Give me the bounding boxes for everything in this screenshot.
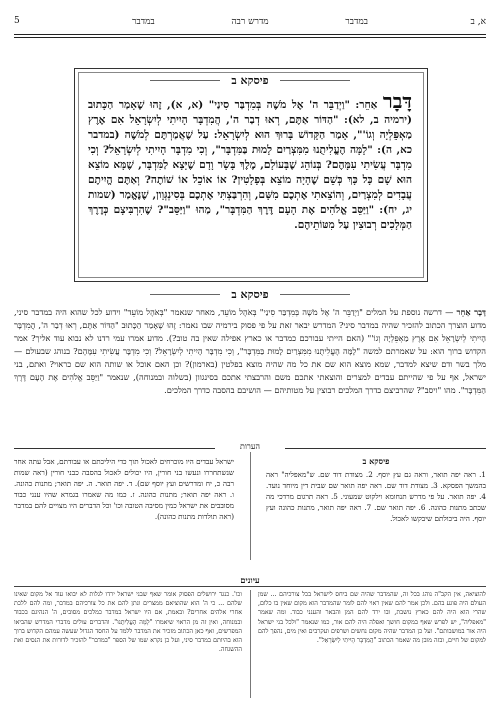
midrash-body: אַחֵר: "וַיְדַבֵּר ה' אֶל מֹשֶׁה בְּמִדְבַּר סִינַי" (א, א), זֶהוּ שֶׁאָמַר הַכָּתוּב (ירמיה ב, לא): "הַדּוֹר אַתֶּם, רְאוּ דְבַר ה', הֲמִדְבָּר הָיִיתִי לְיִשְׂרָאֵל אִם אֶרֶץ מַאְפֵּלְיָה וְגוֹ'", אָמַר הַקָּדוֹשׁ בָּרוּךְ הוּא לְיִשְׂרָאֵל: עַל שֶׁאֲמַרְתֶּם לְמֹשֶׁה (במדבר כא, ה): "לָמָּה הֶעֱלִיתֻנוּ מִמִּצְרַיִם לָמוּת בַּמִּדְבָּר", וְכִי מִדְבָּר הָיִיתִי לְיִשְׂרָאֵל? וְכִי מִדְבָּר עֲשִׂיתִי עִמָּהֶם? בְּנוֹהֵג שֶׁבָּעוֹלָם, מֶלֶךְ בָּשָׂר וָדָם שֶׁיָּצָא לַמִּדְבָּר, שֶׁמָּא מוֹצֵא הוּא שָׁם כָּל כָּךְ כְּשֵׁם שֶׁהָיָה מוֹצֵא בְּפָלָטִין? אוֹ אוֹכֵל אוֹ שׁוֹתֶה? וְאַתֶּם הֱיִיתֶם עֲבָדִים לְמִצְרַיִם, וְהוֹצֵאתִי אֶתְכֶם מִשָּׁם, וְהִרְבַּצְתִּי אֶתְכֶם בְּסִינְגְּוָון, שֶׁנֶּאֱמַר (שמות יג, יח): "וַיַּסֵּב אֱלֹהִים אֶת הָעָם דֶּרֶךְ הַמִּדְבָּר", מַהוּ "וַיַּסֵּב"? שֶׁהִרְבִּיצָם כְּדֶרֶךְ הַמְּלָכִים רְבוּצִין עַל מִטּוֹתֵיהֶם. <box>88 99 412 231</box>
iyunim-right-column: להוציאה, אין הקב"ה נוהג בכל זה, שהמדבר שהיה שם ביחס לישראל בכל צורכיהם ... שמן העולם היה פוגע בהם. ולכן אמר להם שאין ראוי להם לומר שהמדבר הוא מקום שאין בו כלום, שהרי הוא היה להם כארץ נושבת, ובו ירד להם המן והבאר והענני כבוד. ומה שאמר "מאפליה", יש לפרש שאף במקום חושך ואפלה היה להם אור, כמו שנאמר "ולכל בני ישראל היה אור במושבותם". ועל כן המדבר שהיה מקום נחשים ושרפים ועקרבים ואין מים, נהפך להם למקום של חיים, ובזה מובן מה שאמר הכתוב "הֲמִדְבָּר הָיִיתִי לְיִשְׂרָאֵל". <box>258 591 486 645</box>
drop-cap: דָּבָר <box>382 89 412 113</box>
header-rule-2 <box>14 37 486 38</box>
notes-right-title: פיסקא ב <box>362 456 390 466</box>
notes-right-column <box>266 456 486 524</box>
notes-right-body: 1. ראה יפה תואר, וראה גם עץ יוסף. 2. מצודת דוד שם. ש"מאפליה" ראה בהמשך הפסקא. 3. מצודת דוד שם. ראה יפה תואר שם שבית דין מיוחד נועד. 4. יפה תואר. על פי מדרש תנחומא וילקוט שמעוני. 5. ראה תרגום מרדכי מה שכתב מתנות כהונה. 6. יפה תואר שם. 7. ראה יפה תואר, מתנות כהונה ועץ יוסף. היה ביכולתם שיבקשו לאכול. <box>266 470 487 523</box>
header-title: מדרש רבה <box>231 17 269 27</box>
iyunim-label: עיונים <box>240 576 260 586</box>
page-number: 5 <box>14 16 20 26</box>
commentary-body: — דרשה נוספת על המלים "וַיְדַבֵּר ה' אֶל מֹשֶׁה בְּמִדְבַּר סִינַי" בְּאֹהֶל מוֹעֵד, מאחר שנאמר "בְּאֹהֶל מוֹעֵד" וידוע לכל שהוא היה במדבר סיני, מדוע הוצרך הכתוב להזכיר שהיה במדבר סיני? המדרש יבאר זאת על פי פסוק בירמיה שבו נאמר: זֶהוּ שֶׁאָמַר הַכָּתוּב "הַדּוֹר אַתֶּם, רְאוּ דְבַר ה', הֲמִדְבָּר הָיִיתִי לְיִשְׂרָאֵל אִם אֶרֶץ מַאְפֵּלְיָה וְגוֹ'" (האם הייתי עבורכם כמדבר או כארץ אפילה שאין בה טוב?). מדוע אמרו עמי רדנו לא נבוא עוד אליך? אמר הקדוש ברוך הוא: על שאמרתם למשה "לָמָּה הֶעֱלִיתֻנוּ מִמִּצְרַיִם לָמוּת בַּמִּדְבָּר", וְכִי מִדְבָּר הָיִיתִי לְיִשְׂרָאֵל? וְכִי מִדְבָּר עֲשִׂיתִי עִמָּהֶם? בנוהג שבעולם — מלך בשר ודם שיצא למדבר, שמא מוצא הוא שם את כל מה שהיה מוצא בפלטין (בארמון)? וכן האם אוכל או שותה הוא שם כראוי? ואתם, בני ישראל, אף על פי שהייתם עבדים למצרים והוצאתי אתכם משם והרבצתי אתכם בסינגוון (בשלוה ובמנוחה), שנאמר "וַיַּסֵּב אֱלֹהִים אֶת הָעָם דֶּרֶךְ הַמִּדְבָּר". מהו "ויסב"? שהרביצם כדרך המלכים רבוצין על מטותיהם — הושיבם בהסבה כדרך המלכים. <box>14 307 486 395</box>
notes-column-rule <box>250 452 251 560</box>
header-book-right: במדבר <box>345 17 368 27</box>
iyunim-rule <box>14 586 486 587</box>
commentary-text <box>14 306 486 397</box>
notes-label: הערות <box>215 442 285 451</box>
header-reference: א, ב <box>470 17 486 27</box>
notes-left-column: ישראל עבדים היו מוכרחים לאכול תוך כדי היליכתם או עבודתם, אבל עתה אחר שנשתחררו ונעשו בני חורין, היו יכולים לאכול בהסבה כבני חורין (ראה שמות רבה כ, יח ומדרשים ועץ יוסף שם). ד. יפה תואר. ה. יפה תואר; מתנות כהונה. ו. ראה יפה תואר; מתנות כהונה. ז. כמו מה שאמרו בגמרא שהיו ענני כבוד מסובבים את ישראל כמין מסיבה הטובה וכו' וכל הדברים היו מצויים להם במדבר (ראה תולדות מתנות כהונה). <box>14 457 234 521</box>
header-rule <box>14 34 486 35</box>
iyunim-left-column: וכו'. כנגד ירושלים הפסוק אומר שאף שבני ישראל ירדו לגלות לא יבואו עוד אל מקום שאינו שלהם ... כי ה' הוא שהוציאם ממצרים ונתן להם את כל צורכיהם במדבר, ומה להם ללכת אחרי אלהים אחרים? ובאמת, אם היו ישראל במדבר כמלכים מסובים, ה' הנהיגם בכבוד ובמנוחה, ואין זה מן הראוי שיאמרו "לָמָּה הֶעֱלִיתֻנוּ". והדברים עולים מדברי המדרש שהביאו המפרשים, ואף כאן הכתוב מזכיר את המדבר ללמד על החסד הגדול שעשה עמהם הקדוש ברוך הוא בהיותם במדבר סיני, ועל כן נקרא שמו של הספר "במדבר" להזכיר לדורות את הנסים ואת ההשגחה. <box>14 591 242 654</box>
commentary-lead: דָּבָר אַחֵר <box>456 307 486 317</box>
section-title: פיסקא ב <box>231 74 269 87</box>
commentary-title: פיסקא ב <box>231 288 269 301</box>
midrash-main-text <box>88 89 412 233</box>
iyunim-column-rule <box>250 590 251 698</box>
header-book-left: במדבר <box>132 17 155 27</box>
page-header <box>14 16 486 32</box>
